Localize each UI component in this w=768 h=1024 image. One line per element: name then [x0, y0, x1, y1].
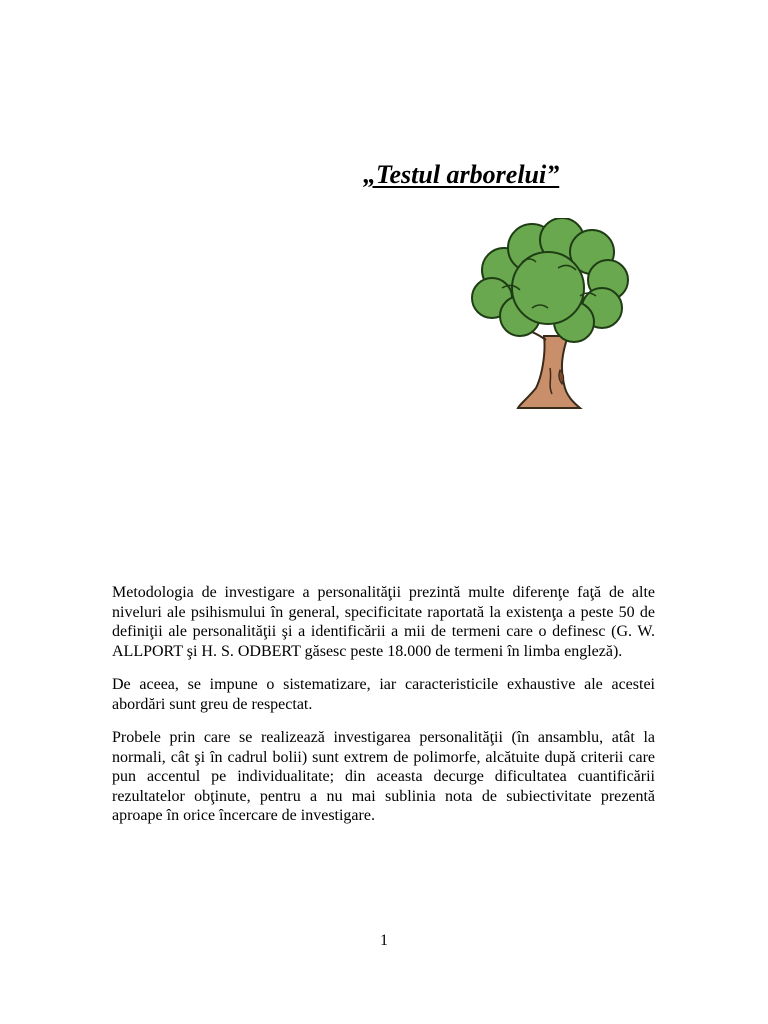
paragraph-3: Probele prin care se realizează investigarea personalităţii (în ansamblu, atât la normali, cât şi în cadrul bolii) sunt extrem de polimorfe, alcătuite după criterii care pun accentul pe individualitate; din aceasta decurge dificultatea cuantificării rezultatelor obţinute, pentru a nu mai sublinia nota de subiectivitate prezentă aproape în orice încercare de investigare.	[112, 729, 655, 824]
tree-icon	[462, 218, 632, 414]
paragraph-1: Metodologia de investigare a personalităţii prezintă multe diferenţe faţă de alte niveluri ale psihismului în general, specificitate raportată la existenţa a peste 50 de definiţii ale personalităţii şi a identificării a mii de termeni care o definesc (G. W. ALLPORT şi H. S. ODBERT găsesc peste 18.000 de termeni în limba engleză).	[112, 584, 655, 660]
page-number: 1	[380, 932, 388, 949]
paragraph-2: De aceea, se impune o sistematizare, iar caracteristicile exhaustive ale acestei abordări sunt greu de respectat.	[112, 676, 655, 713]
page-title: „Testul arborelui”	[363, 160, 560, 189]
body-text	[112, 583, 655, 840]
